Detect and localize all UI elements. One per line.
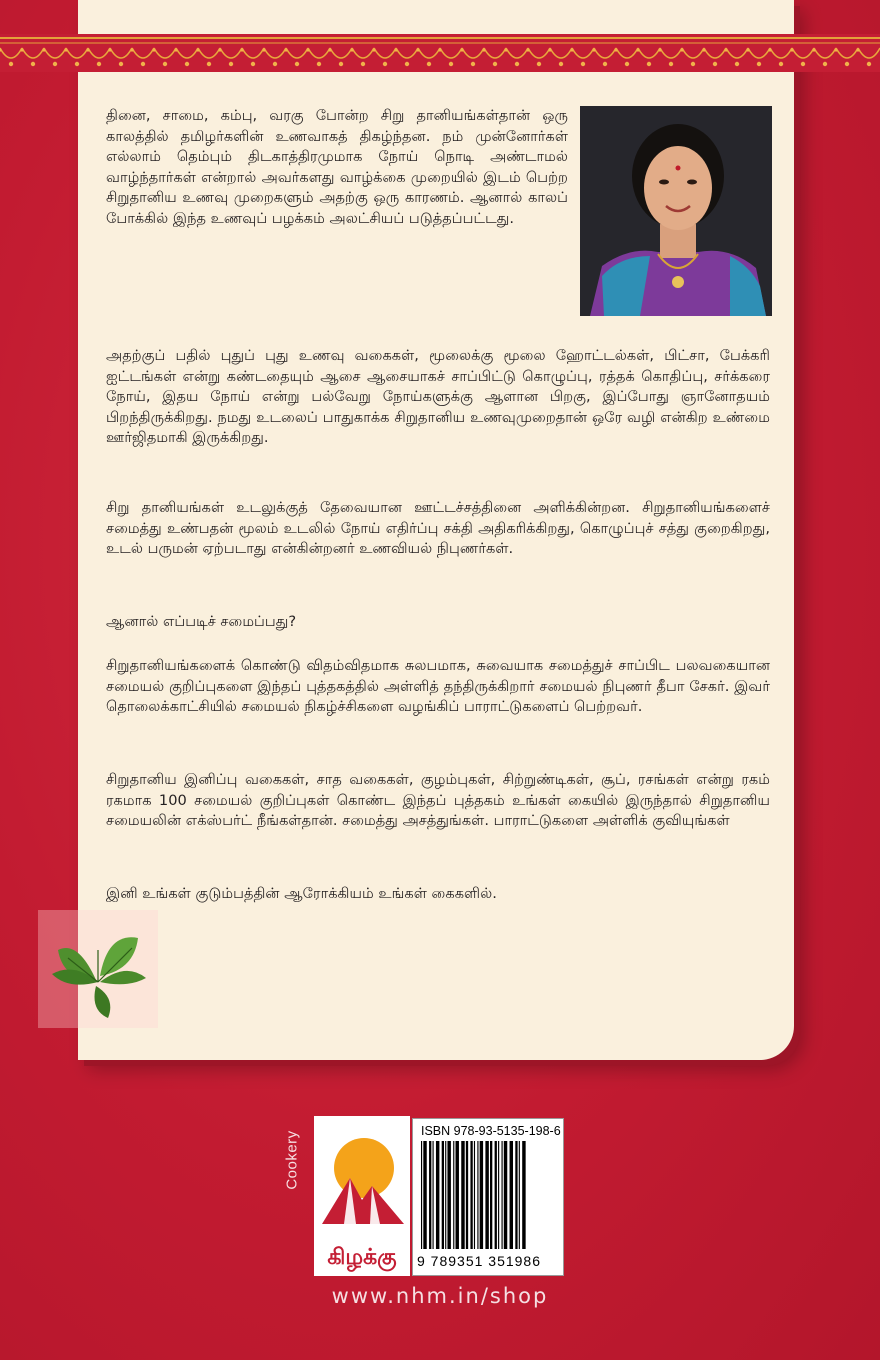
- paragraph-6: சிறுதானிய இனிப்பு வகைகள், சாத வகைகள், குழம்புகள், சிற்றுண்டிகள், சூப், ரசங்கள் என்று ரகம் ரகமாக 100 சமையல் குறிப்புகள் கொண்ட இந்தப் புத்தகம் உங்கள் கையில் இருந்தால் சிறுதானிய சமையலின் எக்ஸ்பர்ட் நீங்கள்தான். சமைத்து அசத்துங்கள். பாராட்டுகளை அள்ளிக் குவியுங்கள்: [106, 771, 770, 829]
- paragraph-3: சிறு தானியங்கள் உடலுக்குத் தேவையான ஊட்டச்சத்தினை அளிக்கின்றன. சிறுதானியங்களைச் சமைத்து உண்பதன் மூலம் உடலில் நோய் எதிர்ப்பு சக்தி அதிகரிக்கிறது, கொழுப்புச் சத்து குறைகிறது, உடல் பருமன் ஏற்படாது என்கின்றனர் உணவியல் நிபுணர்கள்.: [106, 499, 770, 557]
- mint-leaf-icon: [38, 910, 158, 1028]
- barcode-number: 9 789351 351986: [417, 1253, 541, 1269]
- publisher-logo-text: கிழக்கு: [327, 1245, 397, 1270]
- intro-paragraph: தினை, சாமை, கம்பு, வரகு போன்ற சிறு தானியங்கள்தான் ஒரு காலத்தில் தமிழர்களின் உணவாகத் திகழ்ந்தன. நம் முன்னோர்கள் எல்லாம் தெம்பும் திடகாத்திரமுமாக நோய் நொடி அண்டாமல் வாழ்ந்தார்கள் என்றால் அவர்களது வாழ்க்கை முறையில் இடம் பெற்ற சிறுதானிய உணவு முறைகளும் அதற்கு ஒரு காரணம். ஆனால் காலப் போக்கில் இந்த உணவுப் பழக்கம் அலட்சியப் படுத்தப்பட்டது.: [106, 107, 568, 227]
- paragraph-5: சிறுதானியங்களைக் கொண்டு விதம்விதமாக சுலபமாக, சுவையாக சமைத்துச் சாப்பிட பலவகையான சமையல் குறிப்புகளை இந்தப் புத்தகத்தில் அள்ளித் தந்திருக்கிறார் சமையல் நிபுணர் தீபா சேகர். இவர் தொலைக்காட்சியில் சமையல் நிகழ்ச்சிகளை வழங்கிப் பாராட்டுகளைப் பெற்றவர்.: [106, 657, 770, 715]
- author-portrait: [580, 106, 772, 316]
- isbn-barcode: [412, 1118, 564, 1276]
- barcode-bars: [419, 1141, 559, 1251]
- isbn-label: ISBN 978-93-5135-198-6: [421, 1124, 561, 1138]
- publisher-url[interactable]: www.nhm.in/shop: [331, 1284, 549, 1308]
- closing-line: இனி உங்கள் குடும்பத்தின் ஆரோக்கியம் உங்கள் கைகளில்.: [106, 885, 497, 902]
- category-label: Cookery: [283, 1130, 301, 1190]
- publisher-mountain-sun-logo: [314, 1116, 410, 1276]
- paragraph-2: அதற்குப் பதில் புதுப் புது உணவு வகைகள், மூலைக்கு மூலை ஹோட்டல்கள், பிட்சா, பேக்கரி ஐட்டங்கள் என்று கண்டதையும் ஆசை ஆசையாகச் சாப்பிட்டு கொழுப்பு, ரத்தக் கொதிப்பு, சர்க்கரை நோய், இதய நோய் என்று பல்வேறு நோய்களுக்கு ஆளான பிறகு, இப்போது ஞானோதயம் பிறந்திருக்கிறது. நமது உடலைப் பாதுகாக்க சிறுதானிய உணவுமுறைதான் ஒரே வழி என்கிற உண்மை ஊர்ஜிதமாகி இருக்கிறது.: [106, 347, 770, 446]
- question-line: ஆனால் எப்படிச் சமைப்பது?: [106, 613, 297, 630]
- decorative-border: [0, 34, 880, 72]
